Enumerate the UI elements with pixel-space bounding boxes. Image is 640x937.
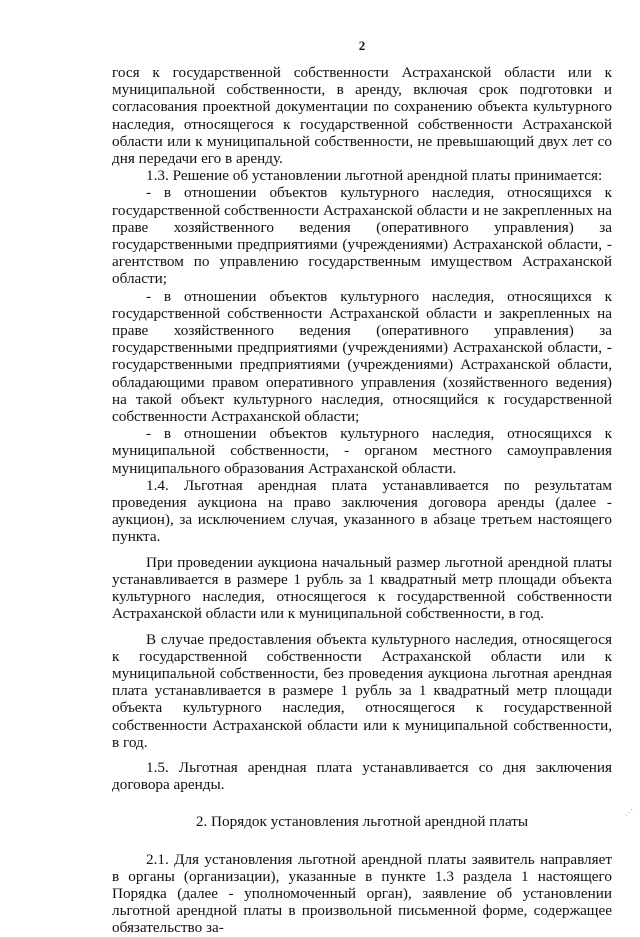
page-number: 2 <box>358 38 366 53</box>
paragraph-1-4: 1.4. Льготная арендная плата устанавливается по результатам проведения аукциона на право заключения договора аренды (далее - аукцион), за исключением случая, указанного в абзаце третьем настоящего пункта. <box>112 476 612 546</box>
list-item-dash: - в отношении объектов культурного наследия, относящихся к государственной собственности Астраханской области и закрепленных на праве хозяйственного ведения (оперативного управления) за государственными предприятиями (учреждениями) Астраханской области, - государственными предприятиями (учреждениями) Астраханской области, обладающими правом оперативного управления (хозяйственного ведения) на такой объект культурного наследия, относящийся к государственной собственности Астраханской области; <box>112 287 612 426</box>
paragraph-1-5: 1.5. Льготная арендная плата устанавливается со дня заключения договора аренды. <box>112 758 612 794</box>
list-item-dash: - в отношении объектов культурного наследия, относящихся к государственной собственности Астраханской области и не закрепленных на праве хозяйственного ведения (оперативного управления) за государственными предприятиями (учреждениями) Астраханской области, - агентством по управлению государственным имуществом Астраханской области; <box>112 184 612 288</box>
paragraph-no-auction: В случае предоставления объекта культурного наследия, относящегося к государственной собственности Астраханской области или к муниципальной собственности, без проведения аукциона льготная арендная плата устанавливается в размере 1 рубль за 1 квадратный метр площади объекта культурного наследия, относящегося к государственной собственности Астраханской области или к муниципальной собственности, в год. <box>112 630 612 751</box>
paragraph-continuation: гося к государственной собственности Астраханской области или к муниципальной собственности, в аренду, включая срок подготовки и согласования проектной документации по сохранению объекта культурного наследия, относящегося к государственной собственности Астраханской области или к муниципальной собственности, не превышающий двух лет со дня передачи его в аренду. <box>112 64 612 168</box>
section-heading: 2. Порядок установления льготной арендной платы <box>195 813 529 831</box>
paragraph-1-3: 1.3. Решение об установлении льготной арендной платы принимается: <box>146 167 603 185</box>
paragraph-2-1: 2.1. Для установления льготной арендной платы заявитель направляет в органы (организации), указанные в пункте 1.3 раздела 1 настоящего Порядка (далее - уполномоченный орган), заявление об установлении льготной арендной платы в произвольной письменной форме, содержащее обязательство за- <box>112 850 612 937</box>
scan-artifact: ⋰ <box>625 808 634 817</box>
list-item-dash: - в отношении объектов культурного наследия, относящихся к муниципальной собственности, - органом местного самоуправления муниципального образования Астраханской области. <box>112 425 612 477</box>
paragraph-auction-start: При проведении аукциона начальный размер льготной арендной платы устанавливается в размере 1 рубль за 1 квадратный метр площади объекта культурного наследия, относящегося к государственной собственности Астраханской области или к муниципальной собственности, в год. <box>112 553 612 623</box>
document-body <box>112 64 612 937</box>
